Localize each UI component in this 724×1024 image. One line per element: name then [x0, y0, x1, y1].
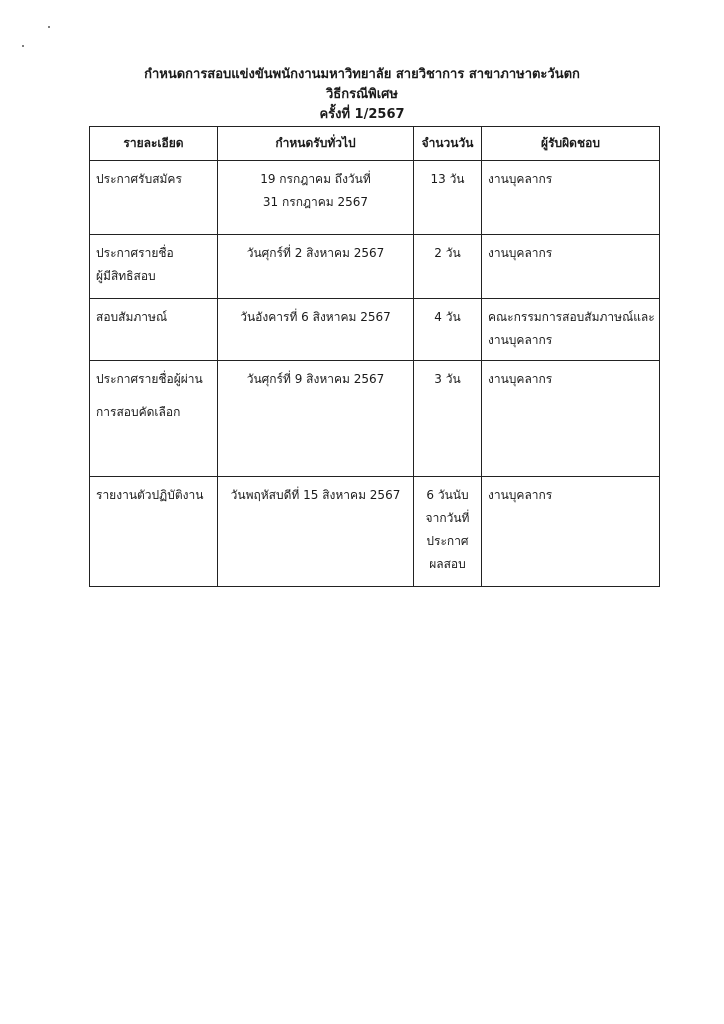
cell-text: ประกาศรายชื่อผู้ผ่าน: [96, 372, 203, 386]
cell-text: ผลสอบ: [429, 557, 466, 571]
document-title: กำหนดการสอบแข่งขันพนักงานมหาวิทยาลัย สายวิชาการ สาขาภาษาตะวันตก: [144, 67, 580, 82]
cell-date: [218, 361, 414, 477]
cell-text: งานบุคลากร: [488, 488, 553, 502]
cell-text: จากวันที่: [425, 511, 470, 525]
cell-text: งานบุคลากร: [488, 172, 553, 186]
cell-date: [218, 477, 414, 587]
cell-text: ผู้มีสิทธิสอบ: [96, 269, 156, 283]
table-row: [90, 361, 660, 477]
cell-duration: [414, 299, 482, 361]
scan-speck: [22, 45, 24, 47]
cell-detail: [90, 477, 218, 587]
cell-date: [218, 161, 414, 235]
cell-detail: [90, 299, 218, 361]
table-row: [90, 161, 660, 235]
cell-duration: [414, 477, 482, 587]
scan-speck: [48, 26, 50, 28]
cell-text: 19 กรกฎาคม ถึงวันที่: [260, 172, 371, 186]
cell-text: งานบุคลากร: [488, 246, 553, 260]
cell-responsible: [482, 477, 660, 587]
cell-text: งานบุคลากร: [488, 372, 553, 386]
header-duration: จำนวนวัน: [414, 127, 482, 161]
cell-text: วันพฤหัสบดีที่ 15 สิงหาคม 2567: [230, 488, 401, 502]
cell-text: การสอบคัดเลือก: [96, 405, 181, 419]
cell-date: [218, 235, 414, 299]
cell-duration: [414, 235, 482, 299]
cell-text: รายงานตัวปฏิบัติงาน: [96, 488, 204, 502]
table-row: [90, 299, 660, 361]
header-detail: รายละเอียด: [90, 127, 218, 161]
cell-text: งานบุคลากร: [488, 333, 553, 347]
cell-duration: [414, 361, 482, 477]
cell-responsible: [482, 361, 660, 477]
cell-date: [218, 299, 414, 361]
cell-text: คณะกรรมการสอบสัมภาษณ์และ: [488, 310, 655, 324]
header-responsible: ผู้รับผิดชอบ: [482, 127, 660, 161]
header-date: กำหนดรับทั่วไป: [218, 127, 414, 161]
document-round: ครั้งที่ 1/2567: [319, 107, 405, 122]
document-subtitle: วิธีกรณีพิเศษ: [326, 87, 398, 102]
cell-text: ประกาศรายชื่อ: [96, 246, 174, 260]
cell-text: ประกาศรับสมัคร: [96, 172, 182, 186]
cell-text: สอบสัมภาษณ์: [96, 310, 168, 324]
table-header-row: [90, 127, 660, 161]
cell-text: 4 วัน: [434, 310, 461, 324]
cell-text: 2 วัน: [434, 246, 461, 260]
table-row: [90, 235, 660, 299]
table-row: [90, 477, 660, 587]
cell-text: ประกาศ: [426, 534, 469, 548]
cell-duration: [414, 161, 482, 235]
cell-detail: [90, 161, 218, 235]
schedule-table: [89, 126, 660, 587]
cell-responsible: [482, 299, 660, 361]
cell-text: วันศุกร์ที่ 9 สิงหาคม 2567: [246, 372, 385, 386]
cell-text: วันศุกร์ที่ 2 สิงหาคม 2567: [246, 246, 385, 260]
cell-text: 31 กรกฎาคม 2567: [262, 195, 369, 209]
cell-responsible: [482, 235, 660, 299]
cell-text: 6 วันนับ: [426, 488, 469, 502]
cell-detail: [90, 235, 218, 299]
cell-responsible: [482, 161, 660, 235]
cell-text: วันอังคารที่ 6 สิงหาคม 2567: [240, 310, 391, 324]
cell-detail: [90, 361, 218, 477]
cell-text: 13 วัน: [430, 172, 465, 186]
cell-text: 3 วัน: [434, 372, 461, 386]
